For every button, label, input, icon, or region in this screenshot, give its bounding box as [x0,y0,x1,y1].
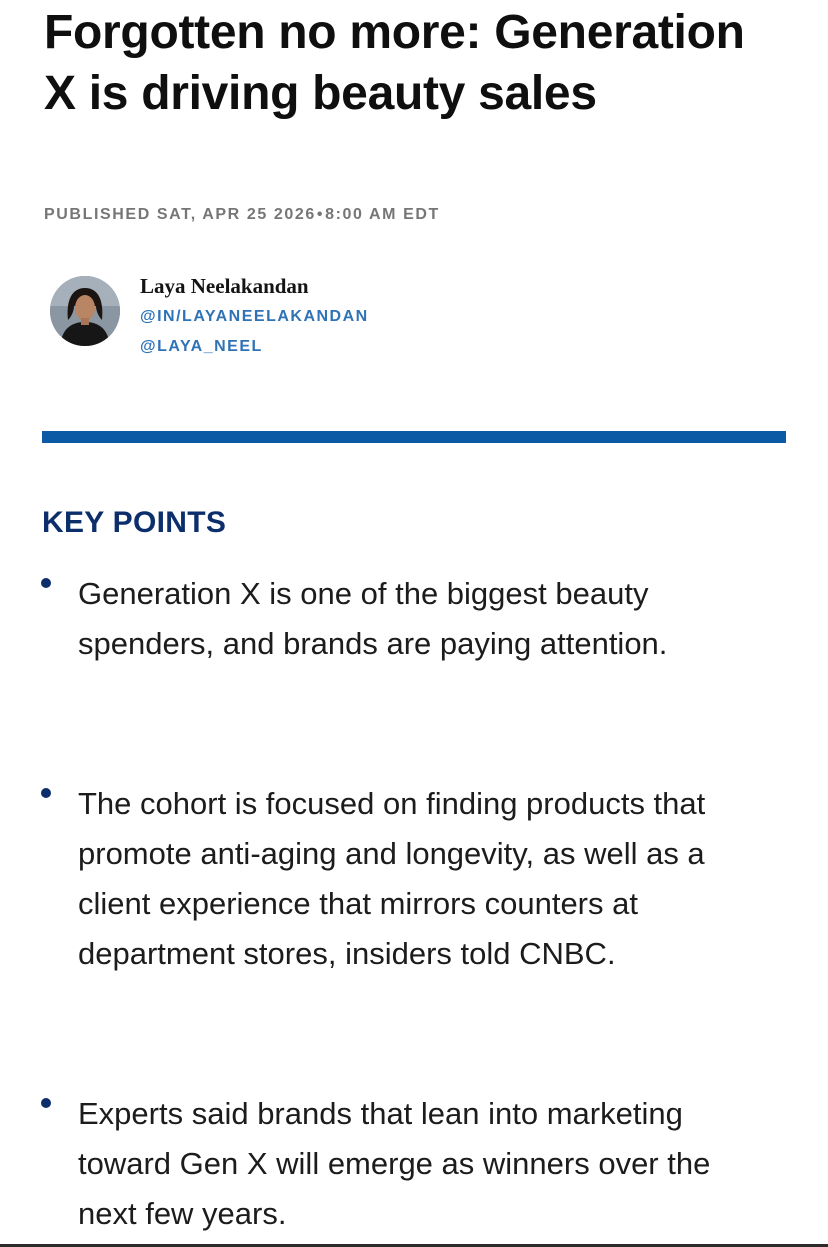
bullet-icon [41,578,51,588]
published-date [44,206,440,224]
published-label: PUBLISHED SAT, APR 25 2026 [44,206,316,223]
key-point-text: The cohort is focused on finding products that promote anti-aging and longevity, as well as a client experience that mirrors counters at department stores, insiders told CNBC. [78,786,706,971]
author-photo-icon [50,276,120,346]
bullet-icon [41,788,51,798]
section-divider [42,431,786,443]
author-avatar[interactable] [50,276,120,346]
bullet-icon [41,1098,51,1108]
author-linkedin-link[interactable]: @IN/LAYANEELAKANDAN [140,308,369,325]
key-points-heading: KEY POINTS [42,506,227,539]
key-point-text: Experts said brands that lean into marketing toward Gen X will emerge as winners over the next few years. [78,1096,711,1231]
published-time: 8:00 AM EDT [325,206,440,223]
article-headline: Forgotten no more: Generation X is driving beauty sales [44,6,745,120]
published-separator: • [316,206,325,223]
author-name[interactable]: Laya Neelakandan [140,274,309,298]
key-point-text: Generation X is one of the biggest beauty spenders, and brands are paying attention. [78,576,668,661]
author-twitter-link[interactable]: @LAYA_NEEL [140,338,263,355]
